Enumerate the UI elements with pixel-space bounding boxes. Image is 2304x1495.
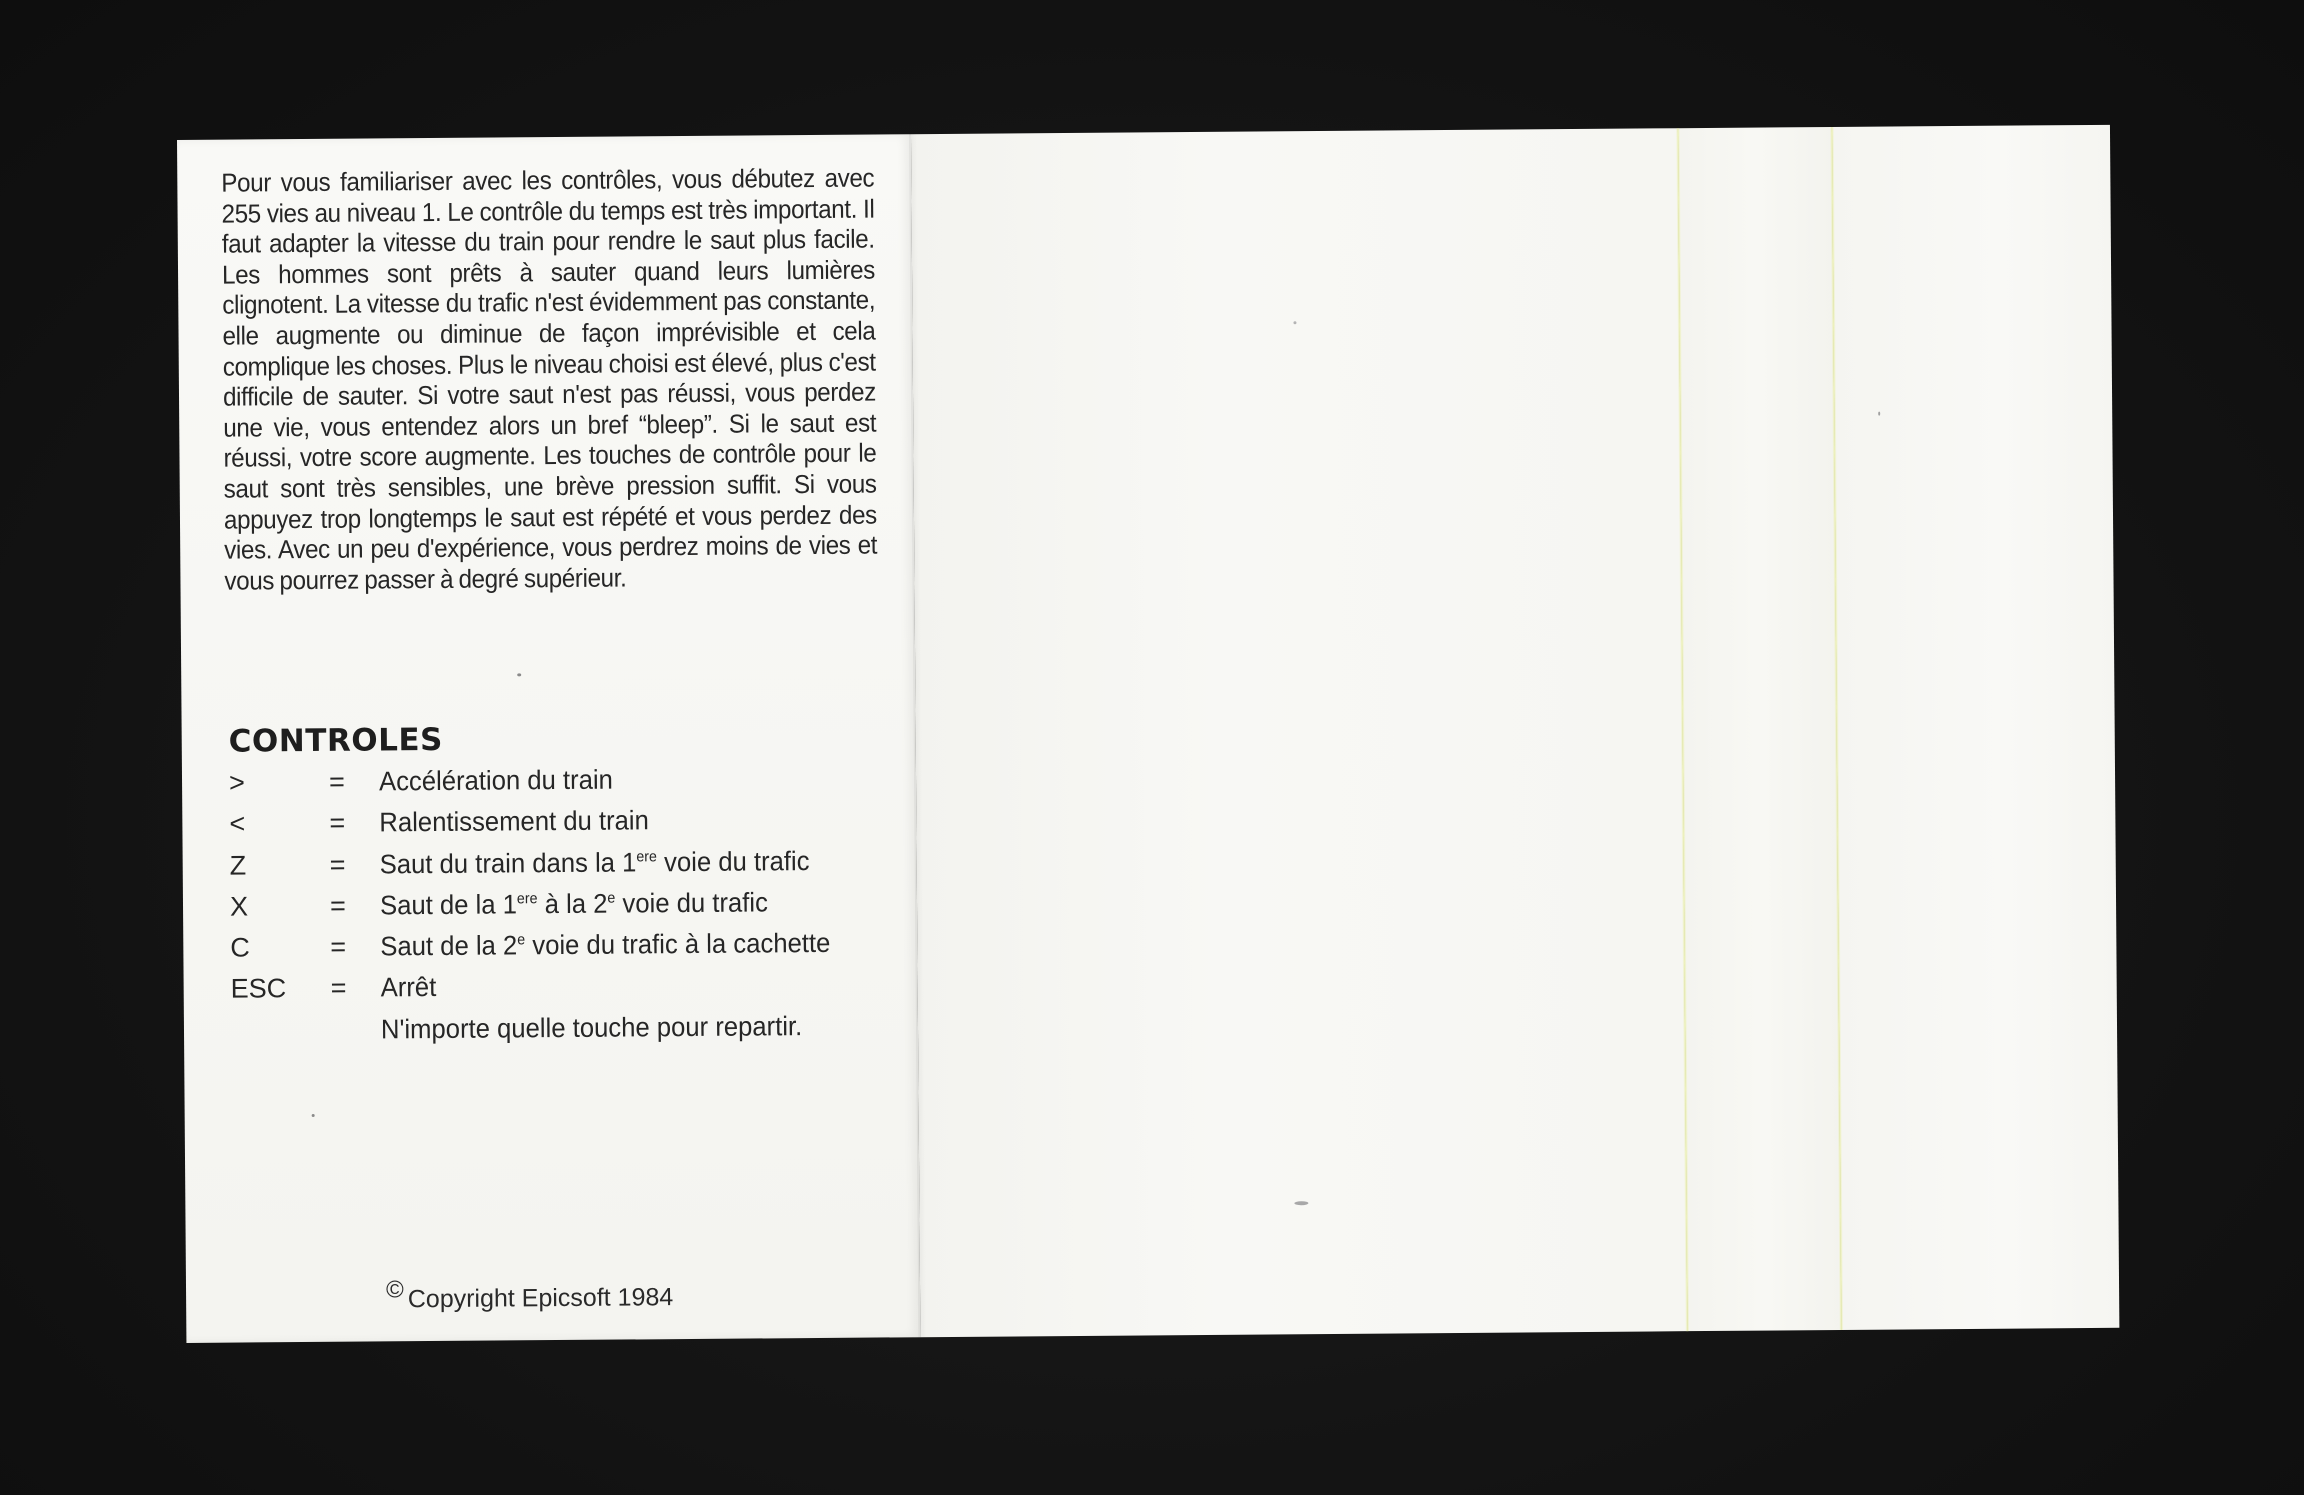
paper-speck (1294, 1201, 1308, 1205)
control-row (230, 845, 910, 892)
control-description: Accélération du train (378, 764, 613, 797)
control-row (230, 886, 910, 933)
copyright-line (386, 1274, 673, 1314)
control-row (229, 804, 909, 851)
paper-speck (1878, 412, 1880, 416)
control-note: N'importe quelle touche pour repartir. (380, 1010, 803, 1045)
inlay-flap-panel (1832, 125, 2119, 1330)
control-key: ESC (230, 973, 287, 1005)
instructions-block (221, 162, 878, 1045)
controls-list (229, 762, 911, 1056)
paper-speck (312, 1114, 315, 1117)
equals-sign: = (329, 807, 346, 839)
equals-sign: = (330, 973, 347, 1004)
copyright-text: Copyright Epicsoft 1984 (407, 1283, 674, 1314)
copyright-symbol: © (385, 1276, 404, 1304)
control-key: > (228, 767, 245, 798)
equals-sign: = (329, 849, 346, 880)
control-description: Arrêt (380, 972, 437, 1003)
paper-speck (1293, 321, 1296, 324)
control-key: C (230, 932, 250, 963)
equals-sign: = (328, 766, 345, 797)
control-row (230, 927, 910, 974)
control-description: Ralentissement du train (379, 805, 649, 838)
control-row (231, 969, 911, 1016)
control-key: Z (229, 850, 247, 881)
control-row (229, 762, 909, 809)
cassette-inlay (177, 125, 2119, 1343)
inlay-spine-panel (1678, 127, 1841, 1331)
control-description: Saut de la 1ere à la 2e voie du trafic (379, 887, 769, 921)
equals-sign: = (329, 890, 346, 921)
paper-speck (517, 673, 521, 676)
inlay-front-panel (911, 128, 1687, 1337)
control-key: X (229, 891, 249, 922)
instructions-paragraph: Pour vous familiariser avec les contrôles, vous débutez avec 255 vies au niveau 1. Le contrôle du temps est très important. Il faut adapter la vitesse du train pour rendre le saut plus facile. Les hommes sont prêts à sauter quand leurs lumières clignotent. La vitesse du trafic n'est évidemment pas constante, elle augmente ou diminue de façon imprévisible et cela complique les choses. Plus le niveau choisi est élevé, plus c'est difficile de sauter. Si votre saut n'est pas réussi, vous perdez une vie, vous entendez alors un bref “bleep”. Si le saut est réussi, votre score augmente. Les touches de contrôle pour le saut sont très sensibles, une brève pression suffit. Si vous appuyez trop longtemps le saut est répété et vous perdez des vies. Avec un peu d'expérience, vous perdrez moins de vies et vous pourrez passer à degré supérieur. (221, 162, 878, 596)
equals-sign: = (330, 931, 347, 963)
controls-heading: CONTROLES (228, 721, 444, 760)
control-key: < (229, 808, 246, 839)
control-description: Saut de la 2e voie du trafic à la cachette (380, 928, 831, 962)
control-note-row (231, 1010, 911, 1057)
control-description: Saut du train dans la 1ere voie du trafic (379, 845, 810, 880)
inlay-back-panel (177, 134, 920, 1343)
